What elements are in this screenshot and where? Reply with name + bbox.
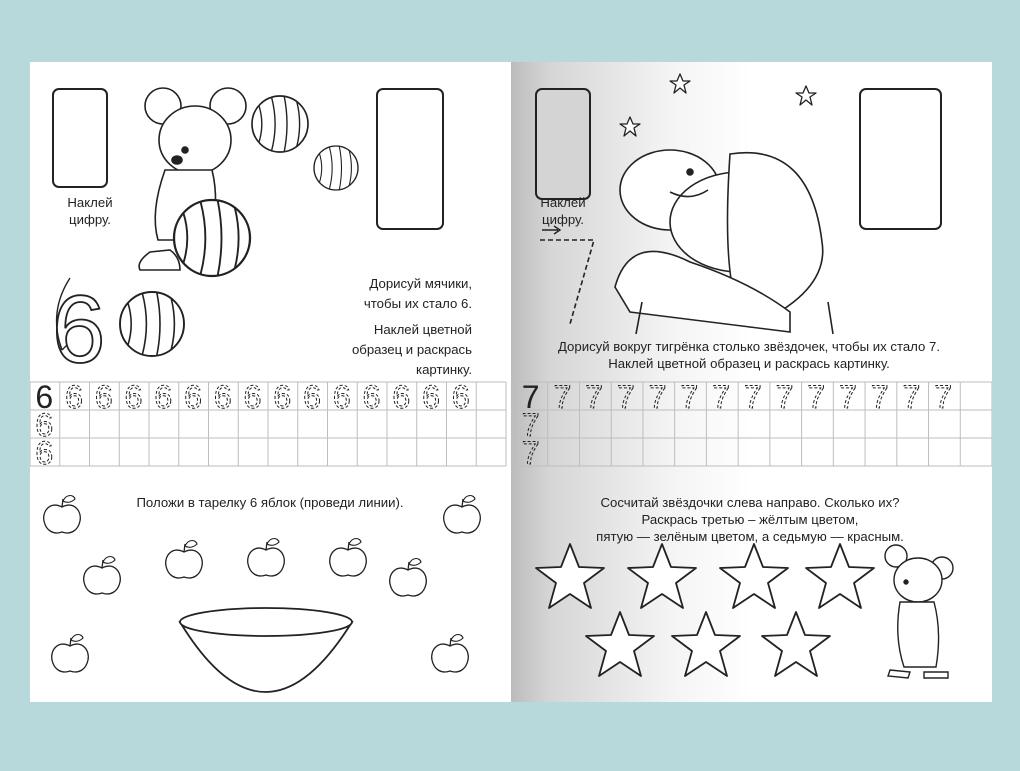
digit-six-outline: 6 — [52, 276, 106, 383]
stars-task: Сосчитай звёздочки слева направо. Сколько их? Раскрась третью – жёлтым цветом, пятую — зелёным цветом, а седьмую — красным. — [596, 495, 904, 544]
page-illustrations — [30, 62, 992, 702]
apples-task: Положи в тарелку 6 яблок (проведи линии). — [136, 495, 404, 510]
tracing-digit-seven: 7 — [521, 379, 540, 415]
tracing-digit-six: 6 — [451, 379, 470, 415]
tracing-digit-six: 6 — [154, 379, 173, 415]
tracing-digit-seven: 7 — [680, 379, 699, 415]
mouse-small — [885, 545, 953, 678]
tracing-digit-six: 6 — [35, 435, 54, 471]
tracing-digit-six: 6 — [35, 407, 54, 443]
tracing-digit-seven: 7 — [902, 379, 921, 415]
ball-top — [252, 96, 308, 152]
tracing-row-sevens — [522, 379, 952, 471]
balls-instruction: Дорисуй мячики, чтобы их стало 6. — [363, 276, 472, 311]
tracing-digit-six: 6 — [124, 379, 143, 415]
tracing-digit-six: 6 — [184, 379, 202, 415]
tracing-digit-six: 6 — [94, 379, 113, 415]
tracing-digit-seven: 7 — [743, 379, 762, 415]
tiger-instruction: Дорисуй вокруг тигрёнка столько звёздочек, чтобы их стало 7. Наклей цветной образец и раскрась картинку. — [557, 339, 941, 371]
tracing-digit-six: 6 — [332, 379, 351, 415]
tracing-digit-seven: 7 — [839, 379, 857, 415]
tracing-digit-six: 6 — [65, 379, 83, 415]
tracing-digit-six: 6 — [303, 379, 321, 415]
sticker-instruction-left: Наклей цветной образец и раскрась картинку. — [351, 322, 472, 377]
tracing-digit-seven: 7 — [553, 379, 572, 415]
tracing-digit-six: 6 — [273, 379, 292, 415]
tracing-digit-six: 6 — [243, 379, 262, 415]
ball-mid — [314, 146, 358, 190]
tracing-digit-seven: 7 — [712, 379, 730, 415]
tracing-digit-seven: 7 — [807, 379, 826, 415]
tracing-digit-six: 6 — [392, 379, 411, 415]
tracing-digit-seven: 7 — [521, 435, 540, 471]
tracing-digit-six: 6 — [362, 379, 381, 415]
book-spread — [30, 62, 992, 702]
tiger-illustration — [615, 150, 833, 334]
tracing-digit-seven: 7 — [870, 379, 889, 415]
bowl — [180, 608, 352, 692]
tracing-digit-seven: 7 — [775, 379, 794, 415]
tracing-digit-seven: 7 — [616, 379, 635, 415]
tracing-digit-six: 6 — [213, 379, 232, 415]
sticker-label-right: Наклей цифру. — [540, 195, 586, 227]
tracing-digit-six: 6 — [422, 379, 440, 415]
tracing-digit-seven: 7 — [585, 379, 603, 415]
counting-stars — [536, 544, 874, 676]
tracing-row-sixes — [35, 379, 469, 471]
night-stars — [620, 74, 816, 136]
big-ball — [174, 200, 250, 276]
tracing-digit-six: 6 — [35, 379, 54, 415]
sticker-label-left: Наклей цифру. — [67, 195, 113, 227]
tracing-digit-seven: 7 — [648, 379, 667, 415]
digit-seven-outline — [540, 240, 594, 324]
tracing-digit-seven: 7 — [521, 407, 540, 443]
ball-bottom — [120, 292, 184, 356]
tracing-digit-seven: 7 — [934, 379, 953, 415]
